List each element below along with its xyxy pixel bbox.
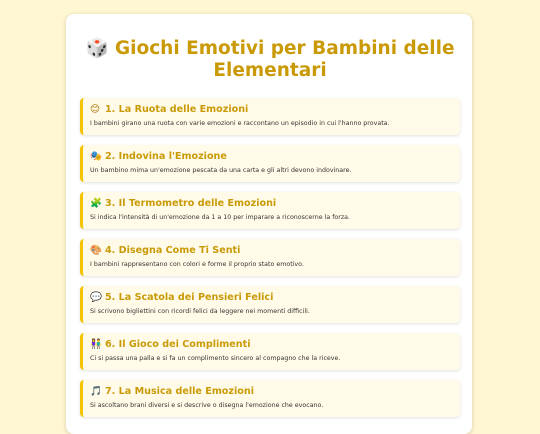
game-title: 6. Il Gioco dei Complimenti bbox=[105, 339, 251, 350]
game-description: I bambini rappresentano con colori e forme il proprio stato emotivo. bbox=[90, 261, 304, 268]
theater-masks-icon: 🎭 bbox=[90, 151, 102, 162]
speech-bubble-icon: 💬 bbox=[90, 292, 102, 303]
page-title bbox=[80, 38, 460, 82]
palette-icon: 🎨 bbox=[90, 245, 102, 256]
dice-icon: 🎲 bbox=[85, 38, 109, 59]
game-item-1 bbox=[80, 98, 460, 135]
game-title: 1. La Ruota delle Emozioni bbox=[105, 104, 249, 115]
game-item-4 bbox=[80, 239, 460, 276]
game-description: Un bambino mima un'emozione pescata da una carta e gli altri devono indovinare. bbox=[90, 167, 352, 174]
content-card bbox=[66, 14, 472, 434]
game-item-6 bbox=[80, 333, 460, 370]
children-icon: 👫 bbox=[90, 339, 102, 350]
game-item-3 bbox=[80, 192, 460, 229]
game-description: Ci si passa una palla e si fa un complimento sincero al compagno che la riceve. bbox=[90, 355, 341, 362]
game-description: Si scrivono bigliettini con ricordi felici da leggere nei momenti difficili. bbox=[90, 308, 310, 315]
game-title: 3. Il Termometro delle Emozioni bbox=[105, 198, 277, 209]
game-item-7 bbox=[80, 380, 460, 417]
music-note-icon: 🎵 bbox=[90, 386, 102, 397]
game-item-2 bbox=[80, 145, 460, 182]
game-title: 5. La Scatola dei Pensieri Felici bbox=[105, 292, 274, 303]
game-description: Si ascoltano brani diversi e si descrive o disegna l'emozione che evocano. bbox=[90, 402, 324, 409]
puzzle-icon: 🧩 bbox=[90, 198, 102, 209]
game-description: I bambini girano una ruota con varie emozioni e raccontano un episodio in cui l'hanno provata. bbox=[90, 120, 390, 127]
smile-icon: 😊 bbox=[90, 104, 101, 115]
game-title: 2. Indovina l'Emozione bbox=[105, 151, 227, 162]
game-title: 7. La Musica delle Emozioni bbox=[105, 386, 254, 397]
page-title-text: Giochi Emotivi per Bambini delle Elementari bbox=[114, 38, 455, 81]
game-title: 4. Disegna Come Ti Senti bbox=[105, 245, 241, 256]
game-item-5 bbox=[80, 286, 460, 323]
game-description: Si indica l'intensità di un'emozione da 1 a 10 per imparare a riconoscerne la forza. bbox=[90, 214, 351, 221]
